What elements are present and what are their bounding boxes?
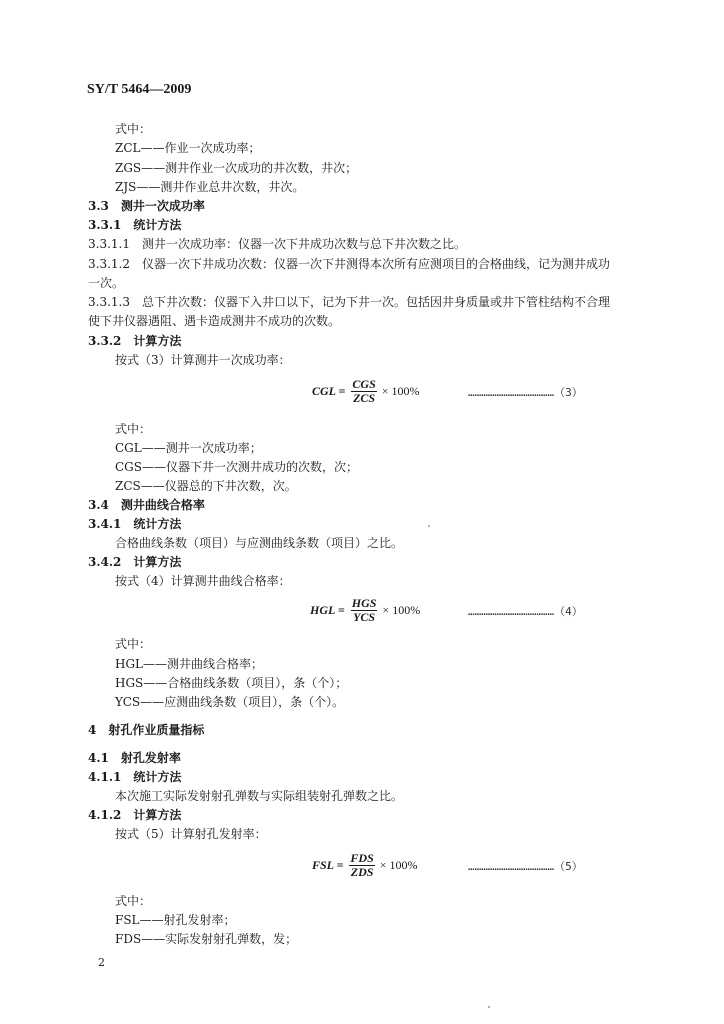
formula-4-multiplier: × 100% <box>382 603 421 617</box>
formula-3-lhs: CGL = <box>312 384 346 398</box>
formula-4-numerator: HGS <box>351 596 377 610</box>
clause-3-3-1-3-line1: 3.3.1.3 总下井次数：仪器下入井口以下，记为下井一次。包括因井身质量或井下管柱结构不合理 <box>88 295 610 309</box>
formula-5-lhs: FSL = <box>312 858 344 872</box>
formula-4 <box>310 597 420 624</box>
var-fds: FDS——实际发射射孔弹数，发； <box>115 932 298 946</box>
formula-3-fraction <box>351 378 376 405</box>
section-4-1-2-heading: 4.1.2 计算方法 <box>88 808 182 822</box>
formula-5 <box>312 852 418 879</box>
formula-5-multiplier: × 100% <box>379 858 418 872</box>
var-zcl: ZCL——作业一次成功率； <box>115 141 261 155</box>
var-zjs: ZJS——测井作业总井次数，井次。 <box>115 180 305 194</box>
formula-3-numerator: CGS <box>352 377 376 391</box>
clause-3-4-1-text: 合格曲线条数（项目）与应测曲线条数（项目）之比。 <box>115 536 404 550</box>
section-3-4-1-heading: 3.4.1 统计方法 <box>88 517 182 531</box>
clause-4-1-1-text: 本次施工实际发射射孔弹数与实际组装射孔弹数之比。 <box>115 789 404 803</box>
clause-3-3-1-2-line1: 3.3.1.2 仪器一次下井成功次数：仪器一次下井测得本次所有应测项目的合格曲线，记为测井成功 <box>88 257 610 271</box>
section-3-4-2-heading: 3.4.2 计算方法 <box>88 555 182 569</box>
section-3-4-heading: 3.4 测井曲线合格率 <box>88 498 205 512</box>
clause-3-3-1-1: 3.3.1.1 测井一次成功率：仪器一次下井成功次数与总下井次数之比。 <box>88 237 466 251</box>
formula-5-denominator: ZDS <box>350 865 374 879</box>
where-label-5: 式中： <box>115 894 152 908</box>
where-label: 式中： <box>115 122 152 136</box>
var-zcs: ZCS——仪器总的下井次数，次。 <box>115 479 297 493</box>
formula-5-number: …………………………………（5） <box>468 860 583 873</box>
scan-speck <box>428 525 430 527</box>
formula-4-number: …………………………………（4） <box>468 605 583 618</box>
formula-3-number: …………………………………（3） <box>468 386 583 399</box>
var-zgs: ZGS——测井作业一次成功的井次数，井次； <box>115 161 358 175</box>
where-label-4: 式中： <box>115 637 152 651</box>
clause-3-3-1-3-line2: 使下井仪器遇阻、遇卡造成测井不成功的次数。 <box>88 314 341 328</box>
formula-4-fraction <box>351 597 378 624</box>
formula-5-fraction <box>349 852 374 879</box>
var-cgl: CGL——测井一次成功率； <box>115 441 262 455</box>
section-3-3-heading: 3.3 测井一次成功率 <box>88 199 205 213</box>
scan-speck <box>488 1006 490 1008</box>
formula-3-multiplier: × 100% <box>381 384 420 398</box>
var-fsl: FSL——射孔发射率； <box>115 913 236 927</box>
standard-code-header: SY/T 5464—2009 <box>87 82 192 97</box>
section-3-3-2-heading: 3.3.2 计算方法 <box>88 334 182 348</box>
var-hgl: HGL——测井曲线合格率； <box>115 657 264 671</box>
formula-3-denominator: ZCS <box>353 391 376 405</box>
var-ycs: YCS——应测曲线条数（项目），条（个）。 <box>115 695 345 709</box>
formula-3-intro: 按式（3）计算测井一次成功率： <box>115 353 291 367</box>
section-4-1-1-heading: 4.1.1 统计方法 <box>88 770 182 784</box>
section-3-3-1-heading: 3.3.1 统计方法 <box>88 218 182 232</box>
var-cgs: CGS——仪器下井一次测井成功的次数，次； <box>115 460 358 474</box>
formula-3 <box>312 378 420 405</box>
where-label-3: 式中： <box>115 422 152 436</box>
formula-4-lhs: HGL = <box>310 603 345 617</box>
formula-4-denominator: YCS <box>353 610 376 624</box>
page-number: 2 <box>98 956 105 969</box>
section-4-heading: 4 射孔作业质量指标 <box>88 723 205 737</box>
formula-5-numerator: FDS <box>350 851 374 865</box>
var-hgs: HGS——合格曲线条数（项目），条（个）； <box>115 676 348 690</box>
section-4-1-heading: 4.1 射孔发射率 <box>88 751 181 765</box>
formula-5-intro: 按式（5）计算射孔发射率： <box>115 827 267 841</box>
formula-4-intro: 按式（4）计算测井曲线合格率： <box>115 574 291 588</box>
clause-3-3-1-2-line2: 一次。 <box>88 276 125 290</box>
